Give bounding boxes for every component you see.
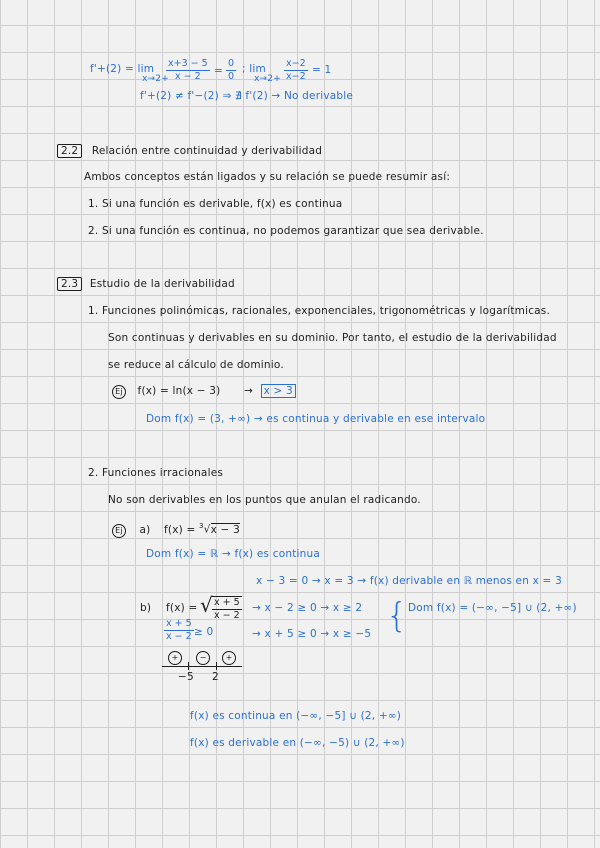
item-1-text-b: se reduce al cálculo de dominio.	[108, 359, 284, 371]
example-2b-label: b)	[140, 602, 152, 614]
example-2b-inequality	[164, 618, 194, 643]
item-1-title: 1. Funciones polinómicas, racionales, exponenciales, trigonométricas y logarítmicas.	[88, 305, 551, 317]
limit-line1-sub: x→2+	[142, 74, 169, 84]
root-icon: √	[203, 523, 211, 536]
section-2-3-title: Estudio de la derivabilidad	[89, 278, 235, 290]
example-2b-ineq-num: x + 5	[166, 618, 192, 629]
section-2-2-title: Relación entre continuidad y derivabilidad	[91, 145, 323, 157]
example-2a-radicand: x − 3	[210, 523, 240, 536]
limit-fraction-3	[284, 58, 308, 83]
section-2-3-heading	[57, 277, 235, 291]
example-2a-expr-pre: f(x) =	[164, 523, 200, 536]
limit-fraction-2-den: 0	[228, 71, 235, 82]
example-2b-cond-1: → x − 2 ≥ 0 → x ≥ 2	[252, 602, 363, 614]
example-2-label: Ej	[112, 524, 126, 538]
limit-eq-2: ; lim	[242, 63, 266, 75]
example-1-box: x > 3	[261, 384, 296, 398]
example-2b-fraction	[212, 596, 242, 622]
tick-mark-2	[216, 662, 217, 670]
section-2-2-heading	[57, 144, 322, 158]
example-2b-den: x − 2	[214, 610, 240, 621]
sign-3: +	[222, 651, 236, 665]
limit-fraction-3-num: x−2	[286, 58, 306, 69]
example-1-arrow: →	[244, 385, 254, 397]
derivability-result: f(x) es derivable en (−∞, −5) ∪ (2, +∞)	[190, 737, 405, 749]
example-2a-line2: x − 3 = 0 → x = 3 → f(x) derivable en ℝ menos en x = 3	[256, 575, 562, 587]
limit-fraction-1-num: x+3 − 5	[168, 58, 208, 69]
limit-line1-prefix: f'+(2) = lim	[90, 63, 155, 75]
example-1-domain: Dom f(x) = (3, +∞) → es continua y derivable en ese intervalo	[146, 413, 486, 425]
example-2a	[112, 519, 240, 538]
continuity-result: f(x) es continua en (−∞, −5] ∪ (2, +∞)	[190, 710, 402, 722]
limit-line1-sub2: x→2+	[254, 74, 281, 84]
sign-2: −	[196, 651, 210, 665]
limit-fraction-1-den: x − 2	[175, 71, 201, 82]
example-2b-ineq-den: x − 2	[166, 631, 192, 642]
section-2-2-item-1: 1. Si una función es derivable, f(x) es continua	[88, 198, 343, 210]
item-2-text: No son derivables en los puntos que anulan el radicando.	[108, 494, 421, 506]
example-1	[112, 384, 296, 399]
limit-fraction-1	[166, 58, 210, 83]
section-2-2-intro: Ambos conceptos están ligados y su relación se puede resumir así:	[84, 171, 451, 183]
limit-eq-1: =	[214, 65, 223, 77]
example-2b-ineq-rhs: ≥ 0	[194, 626, 214, 638]
example-2a-label: a)	[139, 523, 151, 536]
example-1-label: Ej	[112, 385, 126, 399]
item-2-title: 2. Funciones irracionales	[88, 467, 224, 479]
example-1-expr: f(x) = ln(x − 3)	[137, 385, 221, 397]
limit-result: = 1	[312, 64, 332, 76]
example-2b-expr-pre: f(x) =	[166, 602, 198, 614]
tick-mark-1	[188, 662, 189, 670]
section-2-2-number: 2.2	[57, 144, 82, 158]
example-2b-cond-2: → x + 5 ≥ 0 → x ≥ −5	[252, 628, 372, 640]
brace-icon: {	[386, 596, 408, 636]
example-2b-domain: Dom f(x) = (−∞, −5] ∪ (2, +∞)	[408, 602, 577, 614]
section-2-2-item-2: 2. Si una función es continua, no podemos garantizar que sea derivable.	[88, 225, 484, 237]
limit-line2: f'+(2) ≠ f'−(2) ⇒ ∄ f'(2) → No derivable	[140, 90, 354, 102]
section-2-3-number: 2.3	[57, 277, 82, 291]
limit-fraction-3-den: x−2	[286, 71, 306, 82]
example-2a-root-index: 3	[199, 522, 204, 530]
number-line	[162, 666, 242, 667]
example-2b-num: x + 5	[214, 597, 240, 608]
tick-label-2: 2	[212, 671, 219, 683]
sign-1: +	[168, 651, 182, 665]
limit-fraction-2	[226, 58, 236, 83]
root-icon: √	[200, 593, 213, 617]
limit-fraction-2-num: 0	[228, 58, 235, 69]
tick-label-1: −5	[178, 671, 194, 683]
item-1-text-a: Son continuas y derivables en su dominio. Por tanto, el estudio de la derivabilidad	[108, 332, 557, 344]
example-2a-domain: Dom f(x) = ℝ → f(x) es continua	[146, 548, 320, 560]
